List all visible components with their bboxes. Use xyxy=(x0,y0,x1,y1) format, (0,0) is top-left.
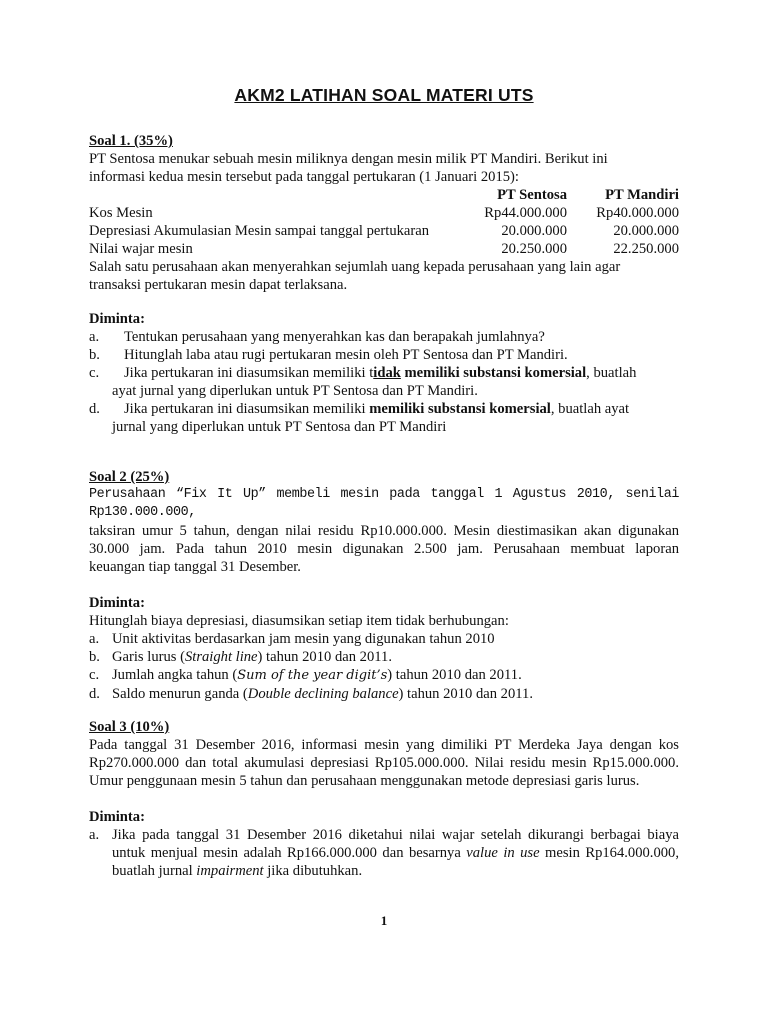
list-item-text: untuk menjual mesin adalah Rp166.000.000 dan besarnya xyxy=(112,845,467,861)
italic-term: Straight line xyxy=(184,649,258,665)
soal-2-para-line-2: taksiran umur 5 tahun, dengan nilai residu Rp10.000.000. Mesin diestimasikan akan digunakan xyxy=(89,523,679,539)
list-item-text: ) tahun 2010 dan 2011. xyxy=(257,649,392,665)
table-cell: Nilai wajar mesin xyxy=(89,241,193,257)
italic-term: value in use xyxy=(466,845,540,861)
soal-1-heading: Soal 1. (35%) xyxy=(89,133,173,149)
soal-2-para-line-3: 30.000 jam. Pada tahun 2010 mesin digunakan 2.500 jam. Perusahaan membuat laporan xyxy=(89,541,679,557)
table-row xyxy=(89,222,679,240)
list-item-text: ) tahun 2010 dan 2011. xyxy=(398,686,533,702)
emphasis-text: memiliki substansi komersial xyxy=(400,365,587,381)
list-item-text: jika dibutuhkan. xyxy=(263,863,363,879)
list-item xyxy=(89,400,679,418)
table-cell: Rp40.000.000 xyxy=(596,205,679,221)
soal-2-para-line-1: Perusahaan “Fix It Up” membeli mesin pada tanggal 1 Agustus 2010, senilai Rp130.000.000, xyxy=(89,487,679,520)
soal-1-section xyxy=(89,132,679,294)
list-item-continuation xyxy=(89,862,679,880)
list-item-text: Jika pertukaran ini diasumsikan memiliki xyxy=(124,401,370,417)
list-marker: a. xyxy=(89,329,100,345)
list-marker: c. xyxy=(89,667,100,683)
page-number: 1 xyxy=(380,913,388,928)
list-item-text: Jika pertukaran ini diasumsikan memiliki xyxy=(124,365,370,381)
list-item xyxy=(89,346,679,364)
soal-3-section xyxy=(89,718,679,790)
list-item-text: , buatlah xyxy=(586,365,637,381)
soal-1-after-line-1: Salah satu perusahaan akan menyerahkan sejumlah uang kepada perusahaan yang lain agar xyxy=(89,259,621,275)
emphasis-text: memiliki substansi komersial xyxy=(369,401,551,417)
table-header-row xyxy=(89,186,679,204)
table-row xyxy=(89,240,679,258)
soal-1-intro-line-1: PT Sentosa menukar sebuah mesin miliknya dengan mesin milik PT Mandiri. Berikut ini xyxy=(89,151,608,167)
list-item-continuation: ayat jurnal yang diperlukan untuk PT Sentosa dan PT Mandiri. xyxy=(112,383,478,399)
list-item-text: Tentukan perusahaan yang menyerahkan kas dan berapakah jumlahnya? xyxy=(124,329,545,345)
table-cell: 20.000.000 xyxy=(501,223,567,239)
table-header-cell: PT Sentosa xyxy=(497,187,567,203)
soal-2-heading: Soal 2 (25%) xyxy=(89,469,170,485)
soal-3-para-line-2: Rp270.000.000 dan total akumulasi depresiasi Rp105.000.000. Nilai residu mesin Rp15.000.000. xyxy=(89,755,679,771)
list-item-text: Saldo menurun ganda ( xyxy=(112,686,248,702)
list-item-text: buatlah jurnal xyxy=(112,863,197,879)
list-marker: a. xyxy=(89,631,100,647)
list-item-continuation: jurnal yang diperlukan untuk PT Sentosa dan PT Mandiri xyxy=(112,419,447,435)
table-row xyxy=(89,204,679,222)
list-marker: b. xyxy=(89,347,100,363)
document-title: AKM2 LATIHAN SOAL MATERI UTS xyxy=(234,85,534,105)
list-item-text: ) tahun 2010 dan 2011. xyxy=(387,667,522,683)
machine-info-table xyxy=(89,186,679,258)
table-cell: 20.250.000 xyxy=(501,241,567,257)
italic-term: impairment xyxy=(196,863,264,879)
soal-2-para-line-4: keuangan tiap tanggal 31 Desember. xyxy=(89,559,301,575)
soal-1-after-line-2: transaksi pertukaran mesin dapat terlaksana. xyxy=(89,277,348,293)
table-cell: Depresiasi Akumulasian Mesin sampai tanggal pertukaran xyxy=(89,223,430,239)
soal-1-intro-line-2: informasi kedua mesin tersebut pada tanggal pertukaran (1 Januari 2015): xyxy=(89,169,519,185)
soal-2-section xyxy=(89,468,679,576)
list-item xyxy=(89,648,679,666)
list-item-text: Unit aktivitas berdasarkan jam mesin yang digunakan tahun 2010 xyxy=(112,631,495,647)
list-item-text: Jumlah angka tahun ( xyxy=(112,667,238,683)
table-cell: 22.250.000 xyxy=(613,241,679,257)
table-cell: 20.000.000 xyxy=(613,223,679,239)
table-header-cell: PT Mandiri xyxy=(605,187,679,203)
table-header-cell xyxy=(89,186,437,204)
table-cell: Kos Mesin xyxy=(89,205,153,221)
list-item-text: mesin Rp164.000.000, xyxy=(539,845,679,861)
table-cell: Rp44.000.000 xyxy=(484,205,567,221)
list-marker: b. xyxy=(89,649,100,665)
list-marker: d. xyxy=(89,401,100,417)
list-item xyxy=(89,630,679,648)
soal-2-instruction: Hitunglah biaya depresiasi, diasumsikan setiap item tidak berhubungan: xyxy=(89,613,509,629)
soal-3-diminta-label: Diminta: xyxy=(89,809,145,825)
list-item xyxy=(89,685,679,703)
soal-3-para-line-1: Pada tanggal 31 Desember 2016, informasi mesin yang dimiliki PT Merdeka Jaya dengan kos xyxy=(89,737,679,753)
list-item xyxy=(89,364,679,382)
list-item xyxy=(89,826,679,844)
list-item-text: t xyxy=(369,365,374,381)
list-marker: c. xyxy=(89,365,100,381)
soal-2-diminta-section xyxy=(89,594,679,703)
soal-2-diminta-label: Diminta: xyxy=(89,595,145,611)
emphasis-text: idak xyxy=(373,365,401,381)
soal-3-heading: Soal 3 (10%) xyxy=(89,719,170,735)
soal-1-diminta-label: Diminta: xyxy=(89,311,145,327)
list-item xyxy=(89,328,679,346)
soal-3-diminta-section xyxy=(89,808,679,880)
list-item-text: Jika pada tanggal 31 Desember 2016 diketahui nilai wajar setelah dikurangi berbagai biaya xyxy=(112,827,679,843)
list-item-text: Garis lurus ( xyxy=(112,649,185,665)
italic-term: Double declining balance xyxy=(247,686,399,702)
list-item-text: , buatlah ayat xyxy=(550,401,630,417)
list-item-text: Hitunglah laba atau rugi pertukaran mesin oleh PT Sentosa dan PT Mandiri. xyxy=(124,347,568,363)
list-item xyxy=(89,666,679,685)
soal-1-diminta-section xyxy=(89,310,679,436)
list-item-continuation xyxy=(89,844,679,862)
list-marker: d. xyxy=(89,686,100,702)
soal-3-para-line-3: Umur penggunaan mesin 5 tahun dan perusahaan menggunakan metode depresiasi garis lurus. xyxy=(89,773,640,789)
list-marker: a. xyxy=(89,827,100,843)
italic-term: Sum of the year digit’s xyxy=(237,668,388,683)
